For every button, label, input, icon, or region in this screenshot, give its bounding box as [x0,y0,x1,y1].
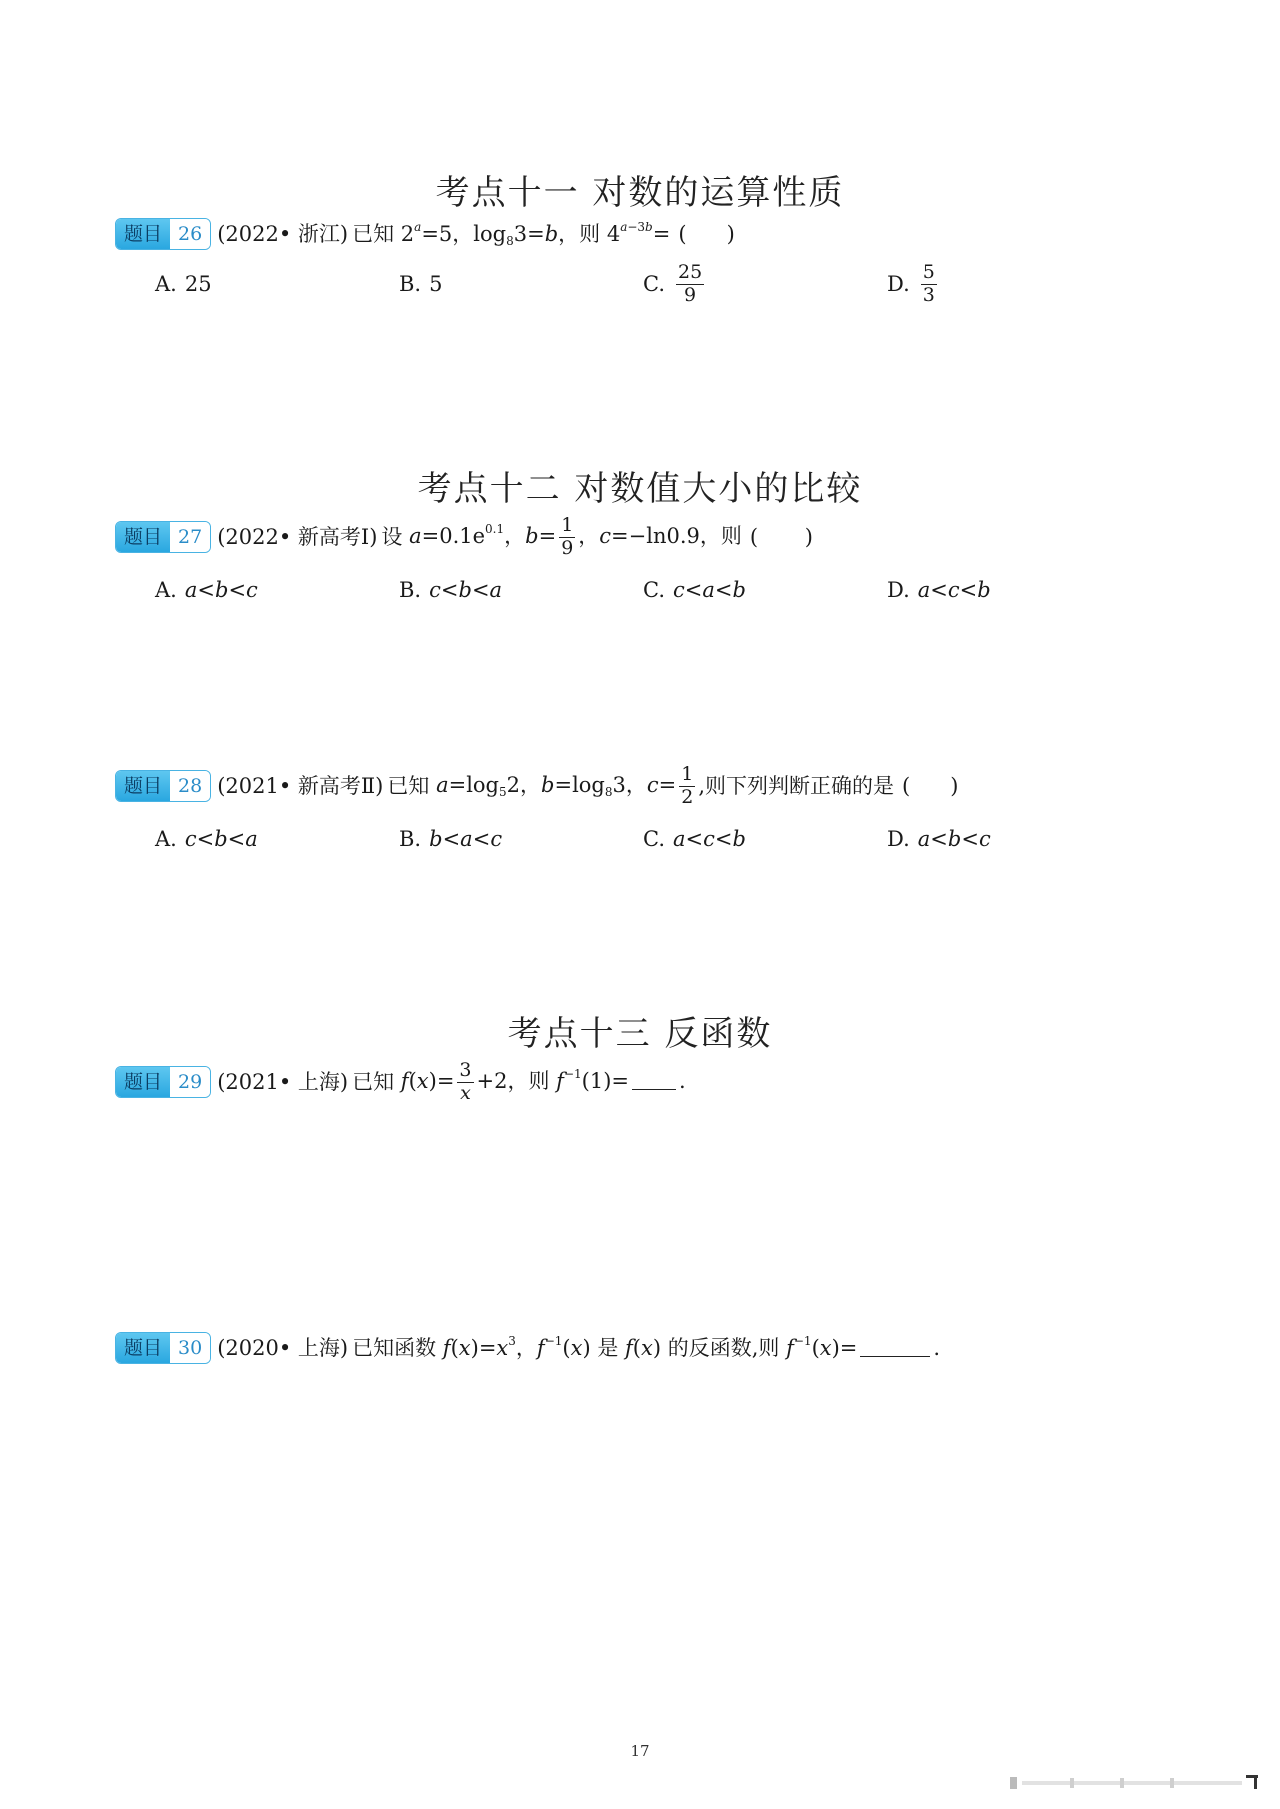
question-29 [115,1058,1160,1104]
answer-paren: ( ) [678,221,735,246]
option-c: C. c<a<b [643,578,746,602]
question-tail: ,则下列判断正确的是 [698,773,895,798]
question-source: (2021• 上海) [217,1069,349,1094]
question-lead: 设 [381,524,403,549]
options-26 [155,262,1131,306]
option-b: B. c<b<a [399,578,503,602]
section-title-11: 考点十一 对数的运算性质 [435,173,845,213]
answer-paren: ( ) [902,773,959,798]
question-math: $2^a=5$，$\log_83=b$，则 $4^{a-3b}=$ [394,219,671,248]
badge-label: 题目 [116,1333,170,1363]
question-math: f(x)= $\frac{3}{x}$ +2，则 $f^{-1}(1)=$ . [400,1058,686,1104]
question-mid1: 是 [597,1335,619,1360]
question-badge [115,521,211,553]
option-a: A. a<b<c [155,578,258,602]
option-d: D. a<b<c [887,827,991,851]
question-badge [115,1066,211,1098]
question-28 [115,762,1160,808]
question-source: (2020• 上海) [217,1335,349,1360]
section-title-12: 考点十二 对数值大小的比较 [417,469,863,509]
question-source: (2021• 新高考Ⅱ) [217,773,384,798]
question-math: $a=\log_52$，$b=\log_83$，c= $\frac{1}{2}$ [436,762,694,808]
badge-label: 题目 [116,771,170,801]
question-badge [115,218,211,250]
option-b: B. 5 [399,272,443,296]
question-mid2: 的反函数,则 [667,1335,780,1360]
question-26 [115,214,1160,254]
question-badge [115,1332,211,1364]
page-number: 17 [630,1742,650,1760]
question-badge [115,770,211,802]
options-27 [155,568,1131,612]
question-lead: 已知函数 [352,1335,437,1360]
option-a: A. 25 [155,272,212,296]
question-source: (2022• 浙江) [217,221,349,246]
option-a: A. c<b<a [155,827,258,851]
option-b: B. b<a<c [399,827,503,851]
badge-number: 27 [170,522,210,552]
question-lead: 已知 [352,1069,395,1094]
corner-decoration-icon [1010,1775,1260,1789]
question-lead: 已知 [387,773,430,798]
badge-number: 28 [170,771,210,801]
badge-number: 29 [170,1067,210,1097]
option-d: D. $\frac{5}{3}$ [887,260,935,306]
badge-label: 题目 [116,1067,170,1097]
question-source: (2022• 新高考Ⅰ) [217,524,378,549]
question-math: $a=0.1e^{0.1}$，b= $\frac{1}{9}$ ，c=−ln0.9，则 [409,513,742,559]
question-math: $f(x)=x^3$，$f^{-1}(x)$ [442,1333,598,1360]
question-27 [115,513,1160,559]
question-30 [115,1328,1160,1368]
section-title-13: 考点十三 反函数 [507,1014,773,1054]
options-28 [155,817,1131,861]
option-d: D. a<c<b [887,578,991,602]
question-math-3: $f^{-1}(x)=$ . [786,1333,941,1360]
option-c: C. $\frac{25}{9}$ [643,260,703,306]
question-lead: 已知 [352,221,395,246]
answer-paren: ( ) [749,524,814,549]
badge-label: 题目 [116,219,170,249]
badge-label: 题目 [116,522,170,552]
badge-number: 30 [170,1333,210,1363]
option-c: C. a<c<b [643,827,746,851]
badge-number: 26 [170,219,210,249]
question-math-2: f(x) [625,1335,668,1360]
